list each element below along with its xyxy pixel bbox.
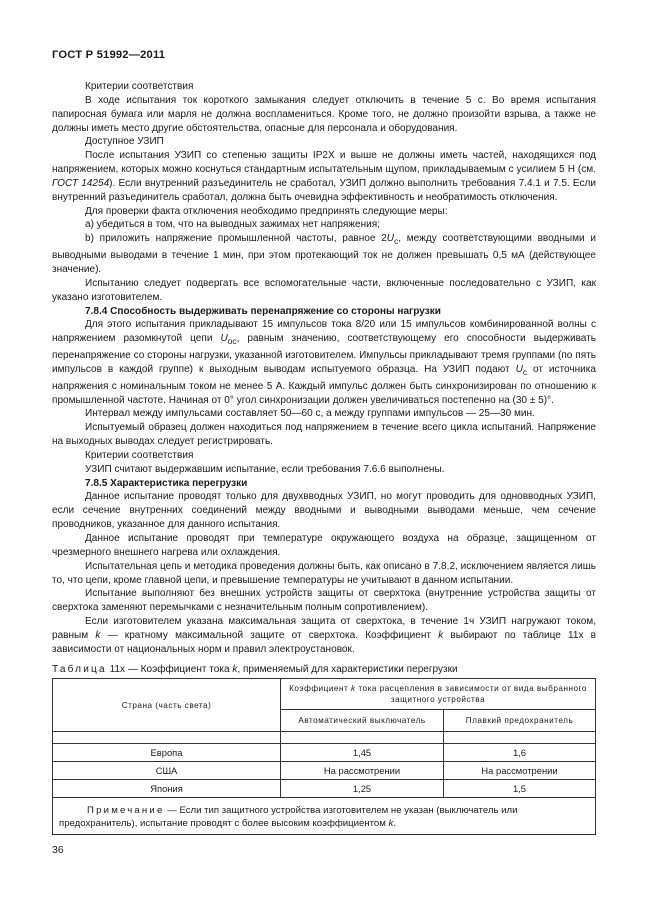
- paragraph: После испытания УЗИП со степенью защиты IP2X и выше не должны иметь частей, находящихся под напряжением, которых можно коснуться стандартным испытательным щупом, прикладываемым с усилием 5 Н (см. ГОСТ 14254). Если внутренний разъединитель не сработал, УЗИП должно выполнить требования 7.4.1 и 7.5. Если внутренний разъединитель сработал, должна быть очевидна эффективность и необратимость отключения.: [52, 150, 597, 203]
- paragraph: Критерии соответствия: [85, 449, 194, 461]
- table-row: [53, 762, 596, 780]
- section-heading: 7.8.5 Характеристика перегрузки: [85, 477, 248, 489]
- table-caption: Таблица 11х — Коэффициент тока k, применяемый для характеристики перегрузки: [52, 663, 458, 675]
- paragraph: Испытание выполняют без внешних устройств защиты от сверхтока (внутренние устройства защиты от сверхтока заменяют перемычками с незначительным полным сопротивлением).: [52, 588, 596, 614]
- paragraph: Для проверки факта отключения необходимо предпринять следующие меры:: [85, 205, 448, 217]
- table-row: [53, 780, 596, 798]
- paragraph: Испытуемый образец должен находиться под напряжением в течение всего цикла испытаний. Напряжение на выходных выводах следует регистрировать.: [52, 422, 596, 448]
- paragraph: В ходе испытания ток короткого замыкания следует отключить в течение 5 с. Во время испытания папиросная бумага или марля не должна воспламениться. Кроме того, не должно произойти взрыва, а также не должны иметь место другие обстоятельства, опасные для персонала и оборудования.: [52, 94, 596, 134]
- paragraph: Если изготовителем указана максимальная защита от сверхтока, в течение 1ч УЗИП нагружают током, равным k — кратному максимальной защите от сверхтока. Коэффициент k выбирают по таблице 11х в зависимости от национальных норм и правил электроустановок.: [52, 616, 597, 655]
- standard-reference: ГОСТ 14254: [52, 177, 110, 189]
- cell-fuse: 1,6: [444, 744, 596, 762]
- paragraph: Критерии соответствия: [85, 81, 194, 92]
- table-row: [53, 744, 596, 762]
- column-header-breaker: Автоматический выключатель: [281, 710, 444, 732]
- column-header-country: Страна (часть света): [53, 679, 281, 732]
- document-body: [52, 80, 596, 835]
- table-note: Примечание — Если тип защитного устройства изготовителем не указан (выключатель или предохранитель), испытание проводят с более высоким коэффициентом k.: [53, 798, 596, 835]
- cell-fuse: 1,5: [444, 780, 596, 798]
- cell-fuse: На рассмотрении: [444, 762, 596, 780]
- cell-country: США: [53, 762, 281, 780]
- cell-country: Япония: [53, 780, 281, 798]
- column-header-group: Коэффициент k тока расцепления в зависимости от вида выбранного защитного устройства: [281, 679, 596, 710]
- column-header-fuse: Плавкий предохранитель: [444, 710, 596, 732]
- cell-breaker: 1,25: [281, 780, 444, 798]
- cell-breaker: На рассмотрении: [281, 762, 444, 780]
- cell-country: Европа: [53, 744, 281, 762]
- document-header: ГОСТ Р 51992—2011: [52, 49, 166, 61]
- list-item: b) приложить напряжение промышленной частоты, равное $2U_c$, между соответствующими вводными и выводными выводами в течение 1 мин, при этом протекающий ток не должен превышать 0,5 мА (действующее значение).: [52, 233, 596, 275]
- paragraph: УЗИП считают выдержавшим испытание, если требования 7.6.6 выполнены.: [85, 463, 445, 475]
- section-heading: 7.8.4 Способность выдерживать перенапряжение со стороны нагрузки: [85, 305, 441, 317]
- paragraph: Испытанию следует подвергать все вспомогательные части, включенные последовательно с УЗИП, как указано изготовителем.: [52, 277, 596, 303]
- overload-coefficient-table: [52, 678, 596, 835]
- paragraph: Данное испытание проводят только для двухвводных УЗИП, но могут проводить для одновводных УЗИП, если сечение внутренних соединений между вводными и выводными выводами меньше, чем сечение проводников, указанное для данного испытания.: [52, 491, 596, 531]
- table-spacer-row: [53, 732, 596, 744]
- paragraph: Доступное УЗИП: [85, 136, 164, 148]
- page-number: 36: [52, 844, 64, 856]
- cell-breaker: 1,45: [281, 744, 444, 762]
- paragraph: Для этого испытания прикладывают 15 импульсов тока 8/20 или 15 импульсов комбинированной волны с напряжением разомкнутой цепи $U_{ос}$, равным значению, соответствующему его способности выдерживать перенапряжение со стороны нагрузки, указанной изготовителем. Импульсы прикладывают тремя группами (по пять импульсов в каждой группе) к выходным выводам испытуемого образца. На УЗИП подают $U_c$ от источника напряжения с номинальным током не менее 5 А. Каждый импульс должен быть синхронизирован по отношению к промышленной частоте. Начиная от 0° угол синхронизации должен увеличиваться постепенно на (30 ± 5)°.: [52, 319, 596, 406]
- paragraph: Данное испытание проводят при температуре окружающего воздуха на образце, защищенном от чрезмерного внешнего нагрева или охлаждения.: [52, 533, 596, 558]
- paragraph: Интервал между импульсами составляет 50—60 с, а между группами импульсов — 25—30 мин.: [85, 408, 535, 420]
- paragraph: Испытательная цепь и методика проведения должны быть, как описано в 7.8.2, исключением является лишь то, что цепи, кроме главной цепи, и превышение температуры не учитывают в данном испытании.: [52, 560, 596, 586]
- list-item: а) убедиться в том, что на выводных зажимах нет напряжения;: [85, 219, 380, 231]
